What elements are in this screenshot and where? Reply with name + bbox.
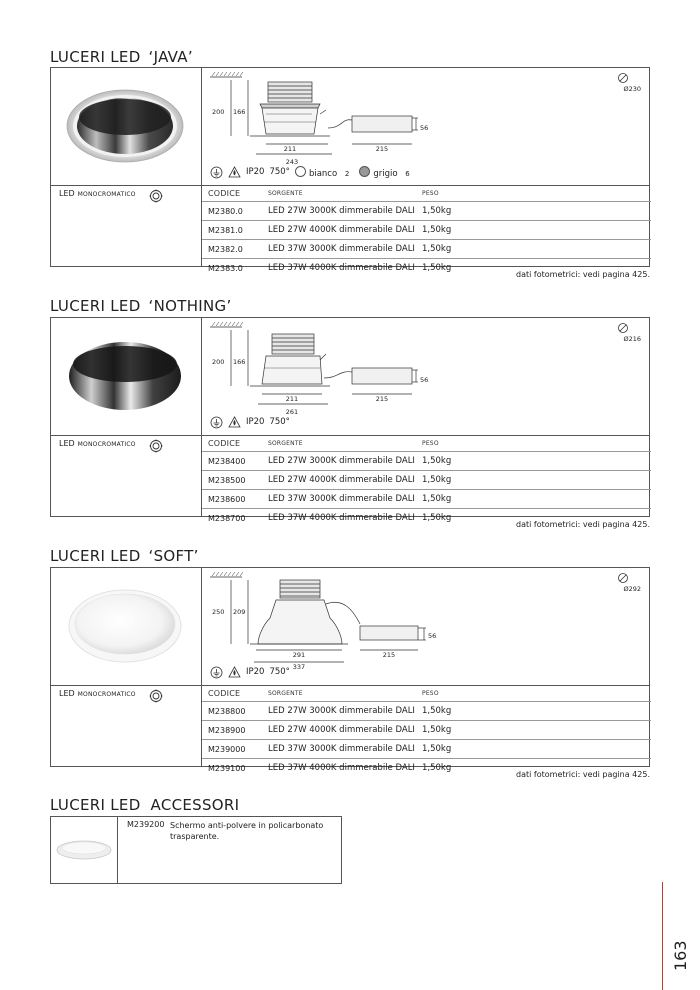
table-row: M2380.0 LED 27W 3000K dimmerabile DALI 1,50kg [202, 202, 651, 221]
product-table-cell [201, 435, 649, 523]
table-header [202, 435, 651, 452]
ip-rating: IP20 [246, 667, 265, 677]
dim-driver-height: 56 [420, 376, 429, 384]
table-row: M238800 LED 27W 3000K dimmerabile DALI 1,50kg [202, 702, 651, 721]
product-photo-cell [51, 68, 201, 185]
table-row: M238700 LED 37W 4000K dimmerabile DALI 1,50kg [202, 509, 651, 528]
accessory-box [50, 816, 342, 884]
product-name: ‘JAVA’ [148, 48, 193, 66]
header-weight: PESO [422, 689, 439, 697]
brand-prefix: LUCERI LED [50, 547, 141, 565]
technical-drawing-cell [201, 568, 649, 685]
accessory-photo-cell [51, 817, 118, 883]
header-source: SORGENTE [268, 189, 303, 197]
cutout-diameter: Ø216 [623, 335, 641, 343]
dim-width-flange: 261 [285, 408, 299, 416]
header-weight: PESO [422, 439, 439, 447]
page-number-rule [662, 882, 663, 990]
cutout-diameter-icon [617, 322, 629, 334]
ground-icon [210, 666, 223, 679]
table-row: M2383.0 LED 37W 4000K dimmerabile DALI 1,50kg [202, 259, 651, 278]
brand-prefix: LUCERI LED [50, 297, 141, 315]
accessories-title: ACCESSORI [150, 796, 240, 814]
photometric-note: dati fotometrici: vedi pagina 425. [516, 770, 650, 779]
product-name: ‘SOFT’ [148, 547, 199, 565]
led-type-cell [51, 435, 201, 516]
dim-width-driver: 215 [375, 395, 389, 403]
glow-wire-temp: 750° [269, 667, 290, 677]
led-type-label: LED MONOCROMATICO [59, 439, 136, 448]
specs-row [210, 415, 295, 429]
section-title-nothing [50, 297, 232, 315]
table-row: M238600 LED 37W 3000K dimmerabile DALI 1,50kg [202, 490, 651, 509]
downlight-chrome-photo [65, 82, 185, 170]
dim-driver-height: 56 [428, 632, 437, 640]
led-chip-icon [149, 189, 163, 203]
product-box-soft [50, 567, 650, 773]
cutout-diameter-icon [617, 572, 629, 584]
dim-height-total: 250 [212, 608, 225, 616]
product-table [202, 435, 651, 527]
ip-rating: IP20 [246, 167, 265, 177]
specs-row [210, 165, 420, 179]
dim-height-total: 200 [212, 358, 225, 366]
table-row: M2382.0 LED 37W 3000K dimmerabile DALI 1,50kg [202, 240, 651, 259]
accessory-description: Schermo anti-polvere in policarbonato trasparente. [170, 821, 324, 841]
dim-width-flange: 337 [292, 663, 306, 671]
dim-width-driver: 215 [375, 145, 389, 153]
specs-row [210, 665, 295, 679]
product-box-nothing [50, 317, 650, 523]
cutout-diameter: Ø292 [623, 585, 641, 593]
accessory-code: M239200 [127, 820, 165, 829]
dim-height-total: 200 [212, 108, 225, 116]
table-row: M238400 LED 27W 3000K dimmerabile DALI 1,50kg [202, 452, 651, 471]
flammable-surface-icon [228, 416, 241, 429]
technical-drawing-cell [201, 68, 649, 185]
table-row: M2381.0 LED 27W 4000K dimmerabile DALI 1,50kg [202, 221, 651, 240]
dim-width-body: 211 [283, 145, 297, 153]
page-number: 163 [671, 940, 690, 971]
flammable-surface-icon [228, 166, 241, 179]
dim-height-recess: 209 [233, 608, 246, 616]
finish-white: bianco 2 [295, 166, 354, 179]
header-code: CODICE [208, 688, 241, 698]
table-row: M239000 LED 37W 3000K dimmerabile DALI 1,50kg [202, 740, 651, 759]
led-chip-icon [149, 439, 163, 453]
cutout-diameter: Ø230 [623, 85, 641, 93]
section-title-java [50, 48, 193, 66]
table-header [202, 185, 651, 202]
product-photo-cell [51, 568, 201, 685]
dim-height-recess: 166 [233, 108, 246, 116]
cutout-diameter-icon [617, 72, 629, 84]
technical-drawing-cell [201, 318, 649, 435]
header-source: SORGENTE [268, 689, 303, 697]
led-type-cell [51, 185, 201, 266]
led-type-label: LED MONOCROMATICO [59, 689, 136, 698]
brand-prefix: LUCERI LED [50, 48, 141, 66]
dim-height-recess: 166 [233, 358, 246, 366]
photometric-note: dati fotometrici: vedi pagina 425. [516, 270, 650, 279]
dim-width-flange: 243 [285, 158, 299, 166]
section-title-accessories [50, 796, 239, 814]
table-row: M239100 LED 37W 4000K dimmerabile DALI 1,50kg [202, 759, 651, 778]
header-source: SORGENTE [268, 439, 303, 447]
led-type-label: LED MONOCROMATICO [59, 189, 136, 198]
finish-grey: grigio 6 [359, 166, 414, 179]
table-row: M238900 LED 27W 4000K dimmerabile DALI 1,50kg [202, 721, 651, 740]
dim-driver-height: 56 [420, 124, 429, 132]
brand-prefix: LUCERI LED [50, 796, 141, 814]
product-table [202, 685, 651, 777]
ground-icon [210, 166, 223, 179]
glow-wire-temp: 750° [269, 167, 290, 177]
product-table-cell [201, 185, 649, 273]
ground-icon [210, 416, 223, 429]
flammable-surface-icon [228, 666, 241, 679]
dim-width-driver: 215 [382, 651, 396, 659]
downlight-white-photo [65, 582, 185, 670]
header-code: CODICE [208, 438, 241, 448]
table-row: M238500 LED 27W 4000K dimmerabile DALI 1,50kg [202, 471, 651, 490]
product-table [202, 185, 651, 277]
dim-width-body: 211 [285, 395, 299, 403]
product-table-cell [201, 685, 649, 773]
downlight-chrome-photo [65, 332, 185, 420]
product-photo-cell [51, 318, 201, 435]
dim-width-body: 291 [292, 651, 306, 659]
glow-wire-temp: 750° [269, 417, 290, 427]
section-title-soft [50, 547, 199, 565]
ip-rating: IP20 [246, 417, 265, 427]
product-box-java [50, 67, 650, 273]
photometric-note: dati fotometrici: vedi pagina 425. [516, 520, 650, 529]
led-chip-icon [149, 689, 163, 703]
header-code: CODICE [208, 188, 241, 198]
product-name: ‘NOTHING’ [148, 297, 232, 315]
led-type-cell [51, 685, 201, 766]
header-weight: PESO [422, 189, 439, 197]
table-header [202, 685, 651, 702]
dust-shield-photo [51, 817, 117, 883]
